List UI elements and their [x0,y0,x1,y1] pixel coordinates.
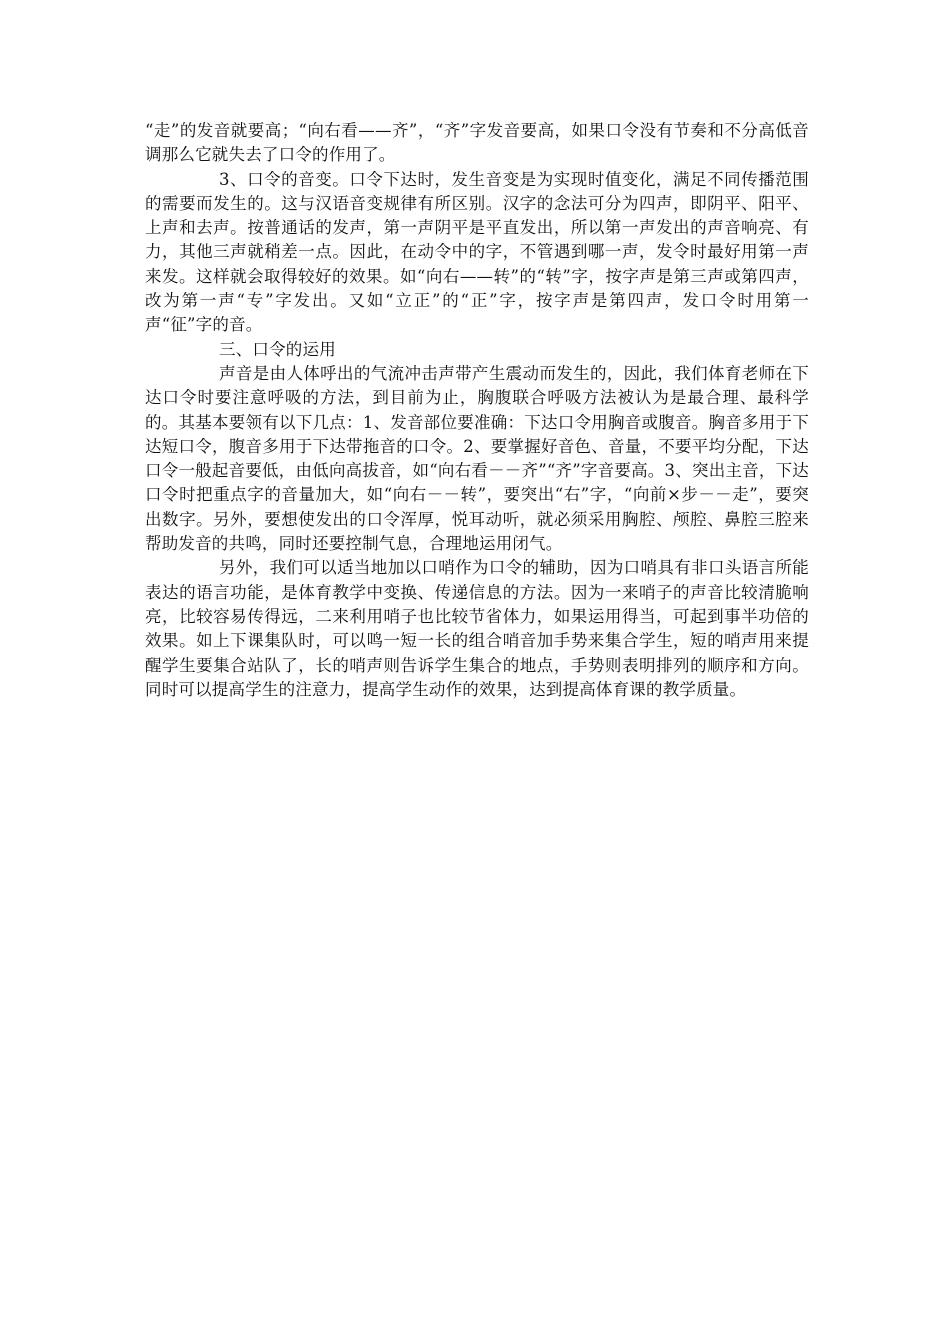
document-page [145,119,809,702]
section-heading: 三、口令的运用 [219,339,336,359]
paragraph-whistle: 另外，我们可以适当地加以口哨作为口令的辅助，因为口哨具有非口头语言所能表达的语言功能，是体育教学中变换、传递信息的方法。因为一来哨子的声音比较清脆响亮，比较容易传得远，二来利用哨子也比较节省体力，如果运用得当，可起到事半功倍的效果。如上下课集队时，可以鸣一短一长的组合哨音加手势来集合学生，短的哨声用来提醒学生要集合站队了，长的哨声则告诉学生集合的地点，手势则表明排列的顺序和方向。同时可以提高学生的注意力，提高学生动作的效果，达到提高体育课的教学质量。 [145,558,809,699]
paragraph-sound-change: 3、口令的音变。口令下达时，发生音变是为实现时值变化，满足不同传播范围的需要而发生的。这与汉语音变规律有所区别。汉字的念法可分为四声，即阴平、阳平、上声和去声。按普通话的发声，第一声阴平是平直发出，所以第一声发出的声音响亮、有力，其他三声就稍差一点。因此，在动令中的字，不管遇到哪一声，发令时最好用第一声来发。这样就会取得较好的效果。如“向右——转”的“转”字，按字声是第三声或第四声，改为第一声“专”字发出。又如“立正”的“正”字，按字声是第四声，发口令时用第一声“征”字的音。 [145,169,809,335]
paragraph-continuation: “走”的发音就要高；“向右看——齐”，“齐”字发音要高，如果口令没有节奏和不分高低音调那么它就失去了口令的作用了。 [145,121,809,165]
paragraph-breathing: 声音是由人体呼出的气流冲击声带产生震动而发生的，因此，我们体育老师在下达口令时要注意呼吸的方法，到目前为止，胸腹联合呼吸方法被认为是最合理、最科学的。其基本要领有以下几点：1、发音部位要准确：下达口令用胸音或腹音。胸音多用于下达短口令，腹音多用于下达带拖音的口令。2、要掌握好音色、音量，不要平均分配，下达口令一般起音要低，由低向高拔音，如“向右看－－齐”“齐”字音要高。3、突出主音，下达口令时把重点字的音量加大，如“向右－－转”，要突出“右”字，“向前×步－－走”，要突出数字。另外，要想使发出的口令浑厚，悦耳动听，就必须采用胸腔、颅腔、鼻腔三腔来帮助发音的共鸣，同时还要控制气息，合理地运用闭气。 [145,363,809,554]
